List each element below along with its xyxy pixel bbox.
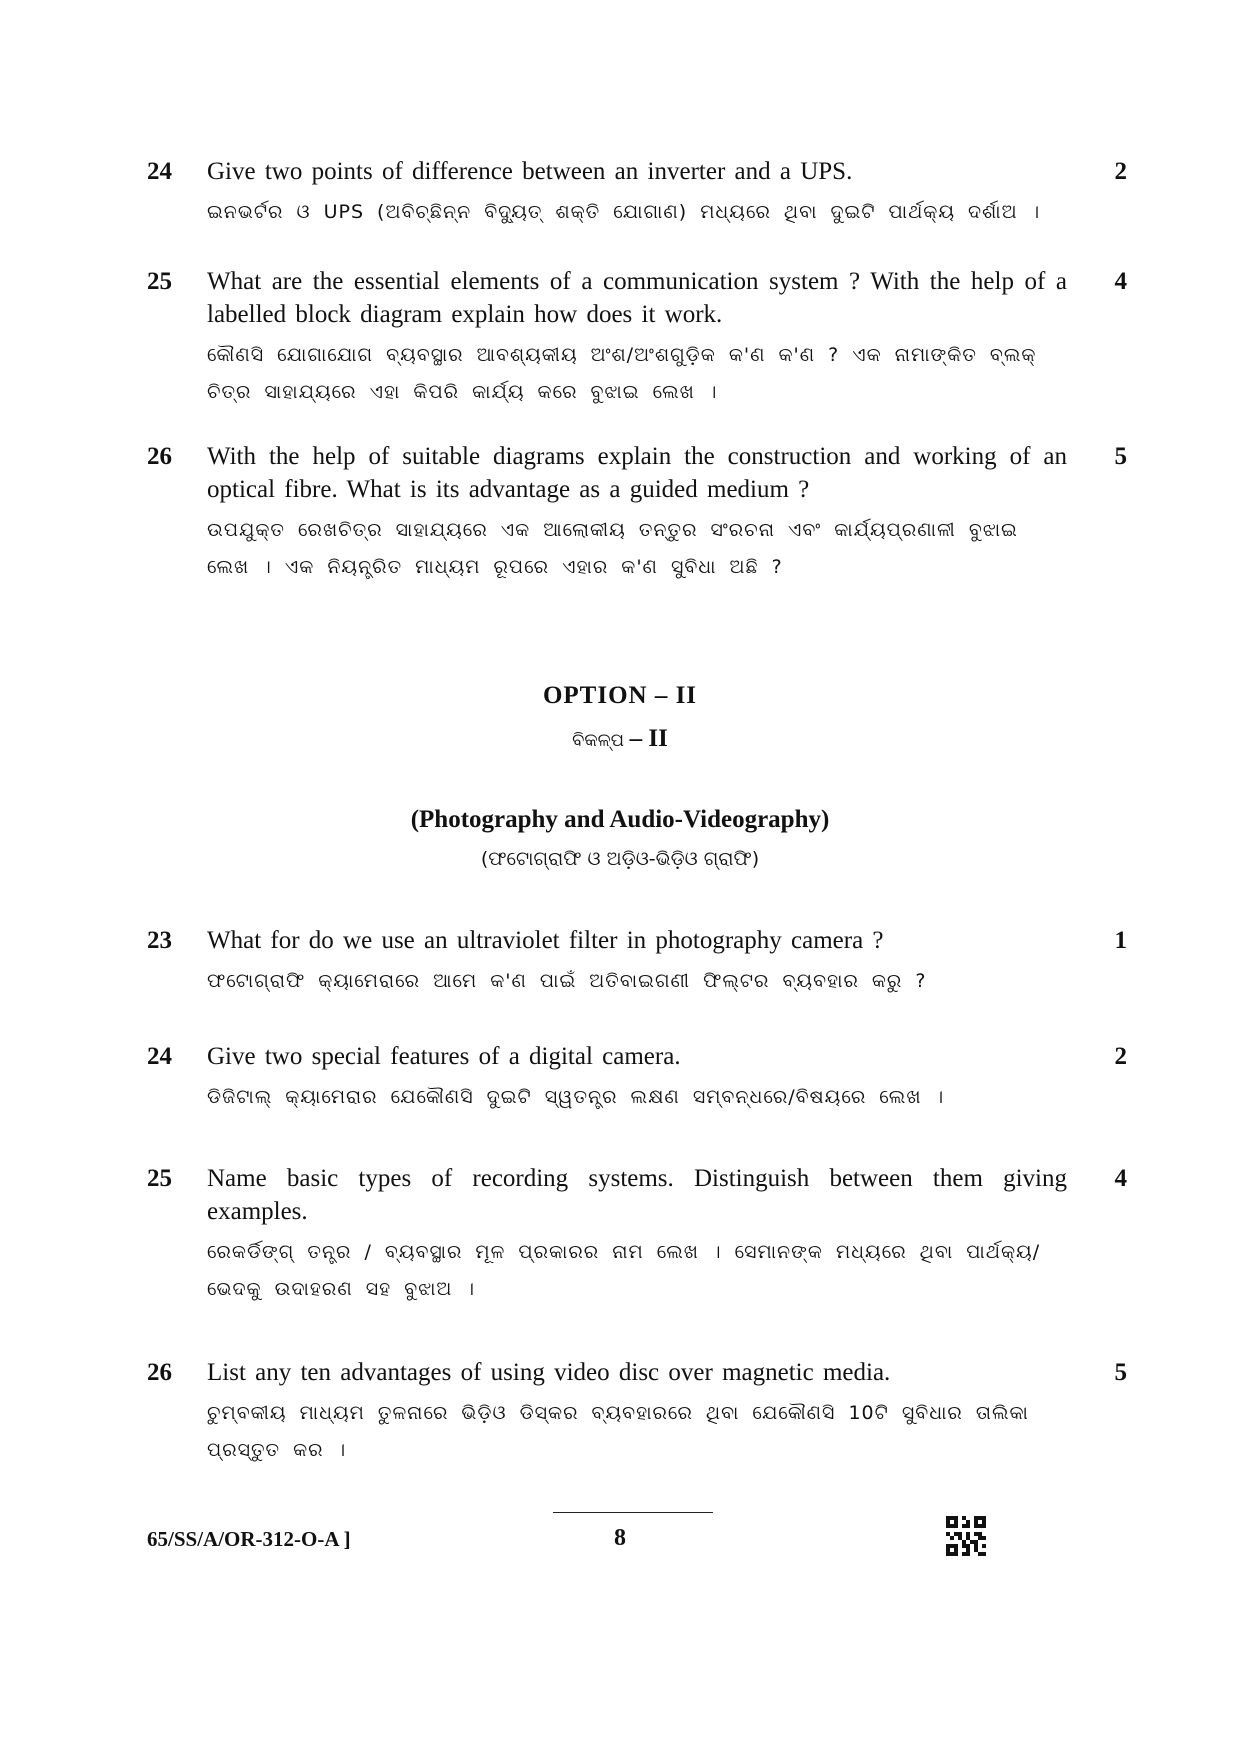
question-marks: 2 bbox=[1114, 1043, 1127, 1070]
question-26 bbox=[147, 440, 1127, 586]
question-number: 26 bbox=[147, 1359, 172, 1386]
question-24-option2 bbox=[147, 1040, 1127, 1116]
paper-code: 65/SS/A/OR-312-O-A ] bbox=[147, 1527, 351, 1551]
question-marks: 5 bbox=[1114, 1359, 1127, 1386]
question-number: 23 bbox=[147, 927, 172, 954]
question-number: 24 bbox=[147, 1043, 172, 1070]
page-number: 8 bbox=[614, 1525, 626, 1551]
question-text-english: List any ten advantages of using video disc over magnetic media. bbox=[207, 1359, 891, 1386]
question-25-option2 bbox=[147, 1162, 1127, 1308]
option-word-odia: ବିକଳ୍ପ bbox=[572, 730, 625, 751]
question-marks: 5 bbox=[1114, 443, 1127, 470]
question-24 bbox=[147, 155, 1127, 231]
qr-code-icon bbox=[946, 1516, 986, 1556]
question-text-english: What are the essential elements of a communication system ? With the help of a labelled block diagram explain how does it work. bbox=[207, 268, 1067, 328]
question-text-english: Give two points of difference between an inverter and a UPS. bbox=[207, 158, 853, 185]
question-number: 26 bbox=[147, 443, 172, 470]
question-23 bbox=[147, 924, 1127, 1000]
question-text-english: What for do we use an ultraviolet filter in photography camera ? bbox=[207, 927, 884, 954]
subject-heading-odia: (ଫଟୋଗ୍ରାଫି ଓ ଅଡ଼ିଓ-ଭିଡ଼ିଓ ଗ୍ରାଫି) bbox=[480, 848, 760, 870]
question-text-odia: ରେକର୍ଡିଙ୍ଗ୍ ତନ୍ତ୍ର / ବ୍ୟବସ୍ଥାର ମୂଳ ପ୍ରକାରର ନାମ ଲେଖ । ସେମାନଙ୍କ ମଧ୍ୟରେ ଥିବା ପାର୍ଥକ୍ୟ/ଭେଦକୁ ଉଦାହରଣ ସହ ବୁଝାଅ । bbox=[207, 1241, 1041, 1300]
question-text-english: Give two special features of a digital camera. bbox=[207, 1043, 681, 1070]
question-marks: 4 bbox=[1114, 1165, 1127, 1192]
footer-divider bbox=[553, 1512, 713, 1513]
question-text-english: Name basic types of recording systems. Distinguish between them giving examples. bbox=[207, 1165, 1067, 1225]
question-text-odia: କୌଣସି ଯୋଗାଯୋଗ ବ୍ୟବସ୍ଥାର ଆବଶ୍ୟକୀୟ ଅଂଶ/ଅଂଶଗୁଡ଼ିକ କ'ଣ କ'ଣ ? ଏକ ନାମାଙ୍କିତ ବ୍ଲକ୍ ଚିତ୍ର ସାହାଯ୍ୟରେ ଏହା କିପରି କାର୍ଯ୍ୟ କରେ ବୁଝାଇ ଲେଖ । bbox=[207, 344, 1037, 403]
option-numeral: – II bbox=[629, 725, 668, 752]
question-number: 25 bbox=[147, 268, 172, 295]
question-number: 25 bbox=[147, 1165, 172, 1192]
question-text-odia: ଡିଜିଟାଲ୍ କ୍ୟାମେରାର ଯେକୌଣସି ଦୁଇଟି ସ୍ୱତନ୍ତ୍ର ଲକ୍ଷଣ ସମ୍ବନ୍ଧରେ/ବିଷୟରେ ଲେଖ । bbox=[207, 1086, 945, 1108]
question-number: 24 bbox=[147, 158, 172, 185]
question-25 bbox=[147, 265, 1127, 411]
question-text-english: With the help of suitable diagrams explain the construction and working of an optical fibre. What is its advantage as a guided medium ? bbox=[207, 443, 1067, 503]
option-heading-odia bbox=[0, 725, 1240, 753]
question-text-odia: ଚୁମ୍ବକୀୟ ମାଧ୍ୟମ ତୁଳନାରେ ଭିଡ଼ିଓ ଡିସ୍କର ବ୍ୟବହାରରେ ଥିବା ଯେକୌଣସି 10ଟି ସୁବିଧାର ତାଲିକା ପ୍ରସ୍ତୁତ କର । bbox=[207, 1402, 1029, 1461]
question-text-odia: ଫଟୋଗ୍ରାଫି କ୍ୟାମେରାରେ ଆମେ କ'ଣ ପାଇଁ ଅତିବାଇଗଣୀ ଫିଲ୍ଟର ବ୍ୟବହାର କରୁ ? bbox=[207, 970, 927, 992]
question-text-odia: ଉପଯୁକ୍ତ ରେଖଚିତ୍ର ସାହାଯ୍ୟରେ ଏକ ଆଲୋକୀୟ ତନ୍ତୁର ସଂରଚନା ଏବଂ କାର୍ଯ୍ୟପ୍ରଣାଳୀ ବୁଝାଇ ଲେଖ । ଏକ ନିୟନ୍ତ୍ରିତ ମାଧ୍ୟମ ରୂପରେ ଏହାର କ'ଣ ସୁବିଧା ଅଛି ? bbox=[207, 519, 1018, 578]
question-26-option2 bbox=[147, 1356, 1127, 1469]
question-text-odia: ଇନଭର୍ଟର ଓ UPS (ଅବିଚ୍ଛିନ୍ନ ବିଦ୍ୟୁତ୍ ଶକ୍ତି ଯୋଗାଣ) ମଧ୍ୟରେ ଥିବା ଦୁଇଟି ପାର୍ଥକ୍ୟ ଦର୍ଶାଅ । bbox=[207, 201, 1041, 223]
question-marks: 2 bbox=[1114, 158, 1127, 185]
option-heading: OPTION – II bbox=[542, 682, 698, 709]
question-marks: 4 bbox=[1114, 268, 1127, 295]
question-marks: 1 bbox=[1114, 927, 1127, 954]
subject-heading: (Photography and Audio-Videography) bbox=[410, 806, 830, 833]
